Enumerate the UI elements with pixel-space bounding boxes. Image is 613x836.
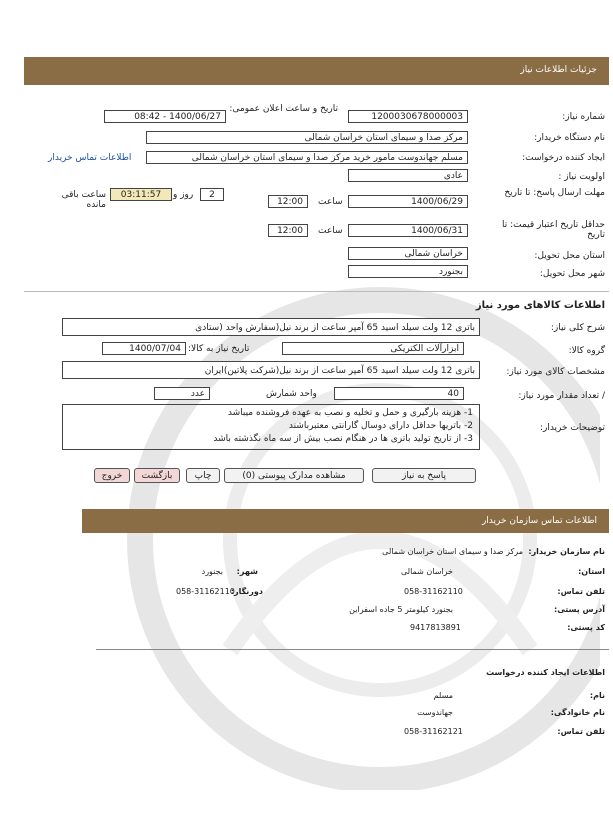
goods-section-title: اطلاعات کالاهای مورد نیاز (475, 300, 605, 311)
postal-code-label: کد پستی: (567, 623, 605, 632)
quantity-label: / تعداد مقدار مورد نیاز: (518, 391, 605, 401)
spec-field: باتری 12 ولت سیلد اسید 65 آمپر ساعت از برند نیل(شرکت پلاتین)ایران (62, 361, 480, 379)
province-label: استان محل تحویل: (534, 251, 605, 261)
remaining-label: ساعت باقی مانده (61, 190, 106, 210)
goods-group-label: گروه کالا: (568, 346, 605, 356)
contact-phone-label: تلفن تماس: (557, 587, 605, 596)
creator-field: مسلم جهاندوست مامور خرید مرکز صدا و سیمای استان خراسان شمالی (146, 151, 468, 164)
page-title: جزئیات اطلاعات نیاز (520, 65, 597, 75)
desc-line: 1- هزینه بارگیری و حمل و تخلیه و نصب به عهده فروشنده میباشد (227, 408, 473, 418)
unit-label: واحد شمارش (266, 389, 317, 399)
reply-button[interactable]: پاسخ به نیاز (372, 468, 476, 483)
back-button[interactable]: بازگشت (134, 468, 180, 483)
quantity-field: 40 (334, 387, 464, 400)
validity-time-label: ساعت (318, 226, 343, 236)
creator-label: ایجاد کننده درخواست: (522, 153, 605, 163)
contact-province-label: استان: (578, 567, 605, 576)
creator-phone-label: تلفن تماس: (557, 727, 605, 736)
contact-city-value: بجنورد (201, 567, 223, 576)
desc-line: 3- از تاریخ تولید باتری ها در هنگام نصب بیش از سه ماه نگذشته باشد (213, 434, 473, 444)
print-button[interactable]: چاپ (186, 468, 220, 483)
buyer-contact-link[interactable]: اطلاعات تماس خریدار (48, 153, 132, 163)
exit-button[interactable]: خروج (94, 468, 130, 483)
deadline-time-label: ساعت (318, 197, 343, 207)
contact-province-value: خراسان شمالی (400, 567, 453, 576)
postal-code-value: 9417813891 (410, 623, 461, 632)
remaining-time-field: 03:11:57 (110, 188, 172, 201)
first-name-value: مسلم (433, 691, 453, 700)
need-date-field: 1400/07/04 (102, 342, 186, 355)
city-label: شهر محل تحویل: (539, 269, 605, 279)
deadline-time-field: 12:00 (268, 195, 308, 208)
contact-fax-value: 058-31162110 (176, 587, 235, 596)
contact-divider (96, 649, 609, 650)
last-name-label: نام خانوادگی: (550, 708, 605, 717)
contact-city-label: شهر: (236, 567, 258, 576)
org-name-label: نام سازمان خریدار: (528, 547, 605, 556)
summary-field: باتری 12 ولت سیلد اسید 65 آمپر ساعت از برند نیل(سفارش واحد (ستادی (62, 318, 480, 336)
first-name-label: نام: (589, 691, 605, 700)
buyer-desc-label: توضیحات خریدار: (539, 423, 605, 433)
deadline-date-field: 1400/06/29 (348, 195, 468, 208)
address-value: بجنورد کیلومتر 5 جاده اسفراین (349, 605, 453, 614)
deadline-label: مهلت ارسال پاسخ: تا تاریخ (504, 188, 605, 198)
summary-label: شرح کلی نیاز: (550, 323, 605, 333)
contact-title: اطلاعات تماس سازمان خریدار (481, 516, 597, 526)
city-field: بجنورد (348, 265, 468, 278)
buyer-org-field: مرکز صدا و سیمای استان خراسان شمالی (146, 131, 468, 144)
creator-phone-value: 058-31162121 (404, 727, 463, 736)
announce-field: 1400/06/27 - 08:42 (104, 110, 226, 123)
days-remaining-field: 2 (200, 188, 224, 201)
buyer-org-label: نام دستگاه خریدار: (534, 133, 605, 143)
priority-field: عادی (348, 169, 468, 182)
goods-group-field: ابزارآلات الکتریکی (282, 342, 464, 355)
need-number-field: 1200030678000003 (348, 110, 468, 123)
spec-label: مشخصات کالای مورد نیاز: (506, 367, 605, 377)
validity-time-field: 12:00 (268, 224, 308, 237)
contact-phone-value: 058-31162110 (404, 587, 463, 596)
contact-fax-label: دورنگار: (230, 587, 263, 596)
announce-label: تاریخ و ساعت اعلان عمومی: (229, 104, 338, 114)
attachments-button[interactable]: مشاهده مدارک پیوستی (0) (224, 468, 364, 483)
need-date-label: تاریخ نیاز به کالا: (188, 344, 250, 354)
last-name-value: جهاندوست (417, 708, 453, 717)
org-name-value: مرکز صدا و سیمای استان خراسان شمالی (382, 547, 523, 556)
contact-header (82, 509, 609, 533)
address-label: آدرس پستی: (554, 605, 605, 614)
province-field: خراسان شمالی (348, 247, 468, 260)
unit-field: عدد (154, 387, 210, 400)
days-label: روز و (173, 190, 194, 200)
creator-info-title: اطلاعات ایجاد کننده درخواست (486, 668, 605, 677)
desc-line: 2- باتریها حداقل دارای دوسال گارانتی معتبرباشند (288, 421, 473, 431)
priority-label: اولویت نیاز : (558, 172, 605, 182)
need-number-label: شماره نیاز: (562, 112, 605, 122)
page-header (24, 57, 609, 85)
validity-date-field: 1400/06/31 (348, 224, 468, 237)
section-divider (24, 291, 609, 292)
buyer-desc-box (62, 404, 480, 450)
validity-label: حداقل تاریخ اعتبار قیمت: تا تاریخ (502, 220, 605, 240)
